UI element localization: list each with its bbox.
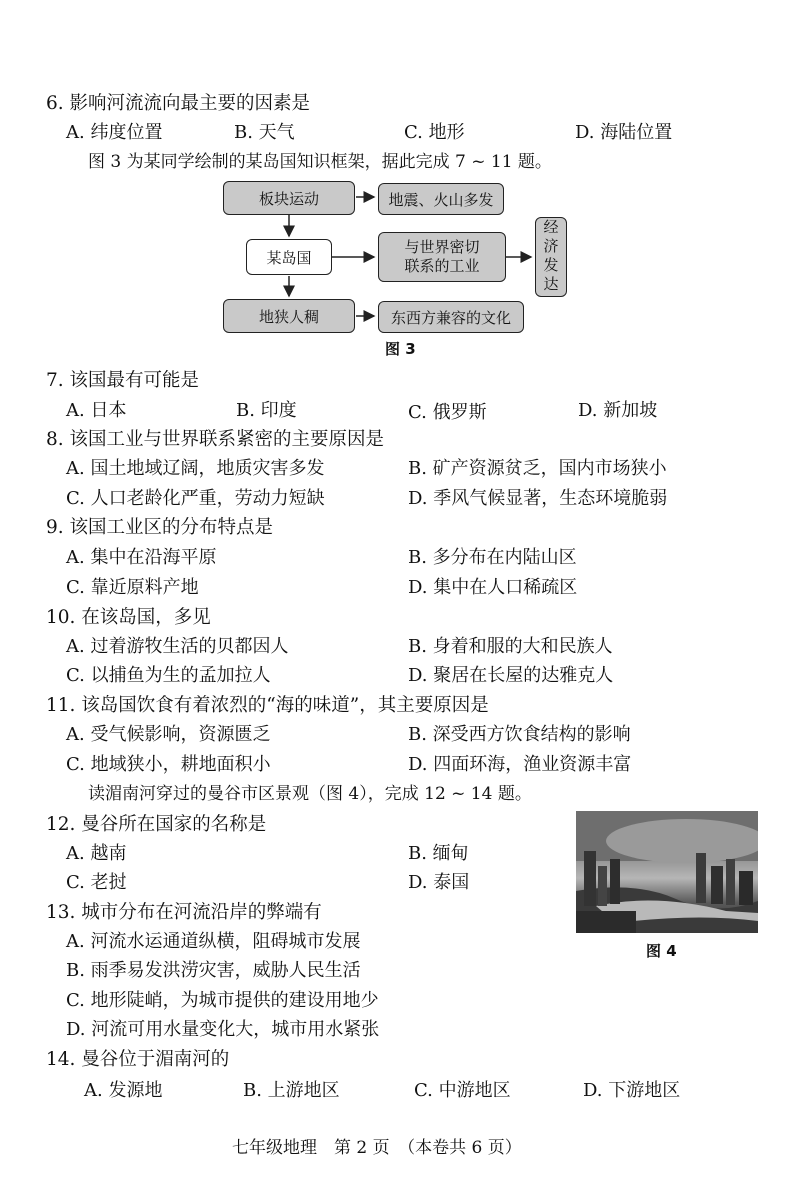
question-8-stem: 8. 该国工业与世界联系紧密的主要原因是 <box>46 429 385 450</box>
q9-option-b[interactable]: B. 多分布在内陆山区 <box>408 547 577 568</box>
q12-option-a[interactable]: A. 越南 <box>66 843 127 864</box>
q9-option-c[interactable]: C. 靠近原料产地 <box>66 577 199 598</box>
q12-option-d[interactable]: D. 泰国 <box>408 872 470 893</box>
q11-option-d[interactable]: D. 四面环海，渔业资源丰富 <box>408 754 632 775</box>
q11-option-c[interactable]: C. 地域狭小，耕地面积小 <box>66 754 271 775</box>
intro-figure-3: 图 3 为某同学绘制的某岛国知识框架，据此完成 7 ~ 11 题。 <box>88 152 552 172</box>
q8-option-d[interactable]: D. 季风气候显著，生态环境脆弱 <box>408 488 668 509</box>
box-economy-developed: 经济发达 <box>535 217 567 297</box>
q7-option-d[interactable]: D. 新加坡 <box>578 400 658 421</box>
q8-option-b[interactable]: B. 矿产资源贫乏，国内市场狭小 <box>408 458 667 479</box>
q12-option-c[interactable]: C. 老挝 <box>66 872 127 893</box>
q8-option-a[interactable]: A. 国土地域辽阔，地质灾害多发 <box>66 458 325 479</box>
q13-option-b[interactable]: B. 雨季易发洪涝灾害，威胁人民生活 <box>66 960 361 981</box>
q13-option-a[interactable]: A. 河流水运通道纵横，阻碍城市发展 <box>66 931 361 952</box>
box-east-west-culture: 东西方兼容的文化 <box>378 301 524 333</box>
q14-option-a[interactable]: A. 发源地 <box>84 1080 163 1101</box>
figure-3-caption: 图 3 <box>385 340 416 358</box>
q7-option-a[interactable]: A. 日本 <box>66 400 127 421</box>
box-island-country: 某岛国 <box>246 239 332 275</box>
industry-line-1: 与世界密切 <box>404 237 480 256</box>
industry-line-2: 联系的工业 <box>404 257 480 275</box>
question-9-stem: 9. 该国工业区的分布特点是 <box>46 517 274 538</box>
q14-option-c[interactable]: C. 中游地区 <box>414 1080 511 1101</box>
bangkok-cityscape-photo <box>576 811 758 933</box>
q8-option-c[interactable]: C. 人口老龄化严重，劳动力短缺 <box>66 488 325 509</box>
q13-option-c[interactable]: C. 地形陡峭，为城市提供的建设用地少 <box>66 990 379 1011</box>
question-6-stem: 6. 影响河流流向最主要的因素是 <box>46 93 311 114</box>
question-14-stem: 14. 曼谷位于湄南河的 <box>46 1049 230 1070</box>
q9-option-d[interactable]: D. 集中在人口稀疏区 <box>408 577 578 598</box>
q10-option-b[interactable]: B. 身着和服的大和民族人 <box>408 636 613 657</box>
q7-option-c[interactable]: C. 俄罗斯 <box>408 402 487 423</box>
question-7-stem: 7. 该国最有可能是 <box>46 370 200 391</box>
question-11-stem: 11. 该岛国饮食有着浓烈的“海的味道”，其主要原因是 <box>46 695 489 716</box>
box-plate-movement: 板块运动 <box>223 181 355 215</box>
q10-option-d[interactable]: D. 聚居在长屋的达雅克人 <box>408 665 614 686</box>
box-industry <box>378 232 506 282</box>
cityscape-illustration <box>576 811 758 933</box>
page-footer: 七年级地理 第 2 页 （本卷共 6 页） <box>232 1138 522 1158</box>
q7-option-b[interactable]: B. 印度 <box>236 400 297 421</box>
q10-option-c[interactable]: C. 以捕鱼为生的孟加拉人 <box>66 665 271 686</box>
box-small-land-dense-population: 地狭人稠 <box>223 299 355 333</box>
q13-option-d[interactable]: D. 河流可用水量变化大，城市用水紧张 <box>66 1019 380 1040</box>
q11-option-b[interactable]: B. 深受西方饮食结构的影响 <box>408 724 631 745</box>
question-12-stem: 12. 曼谷所在国家的名称是 <box>46 814 267 835</box>
q6-option-c[interactable]: C. 地形 <box>404 122 465 143</box>
intro-figure-4: 读湄南河穿过的曼谷市区景观（图 4），完成 12 ~ 14 题。 <box>88 784 532 804</box>
q14-option-d[interactable]: D. 下游地区 <box>583 1080 681 1101</box>
q10-option-a[interactable]: A. 过着游牧生活的贝都因人 <box>66 636 289 657</box>
q9-option-a[interactable]: A. 集中在沿海平原 <box>66 547 217 568</box>
question-13-stem: 13. 城市分布在河流沿岸的弊端有 <box>46 902 322 923</box>
q6-option-a[interactable]: A. 纬度位置 <box>66 122 163 143</box>
figure-4-caption: 图 4 <box>646 942 677 960</box>
q6-option-b[interactable]: B. 天气 <box>234 122 295 143</box>
q14-option-b[interactable]: B. 上游地区 <box>243 1080 340 1101</box>
q6-option-d[interactable]: D. 海陆位置 <box>575 122 673 143</box>
question-10-stem: 10. 在该岛国，多见 <box>46 607 211 628</box>
box-earthquake-volcano: 地震、火山多发 <box>378 183 504 215</box>
q12-option-b[interactable]: B. 缅甸 <box>408 843 469 864</box>
q11-option-a[interactable]: A. 受气候影响，资源匮乏 <box>66 724 271 745</box>
